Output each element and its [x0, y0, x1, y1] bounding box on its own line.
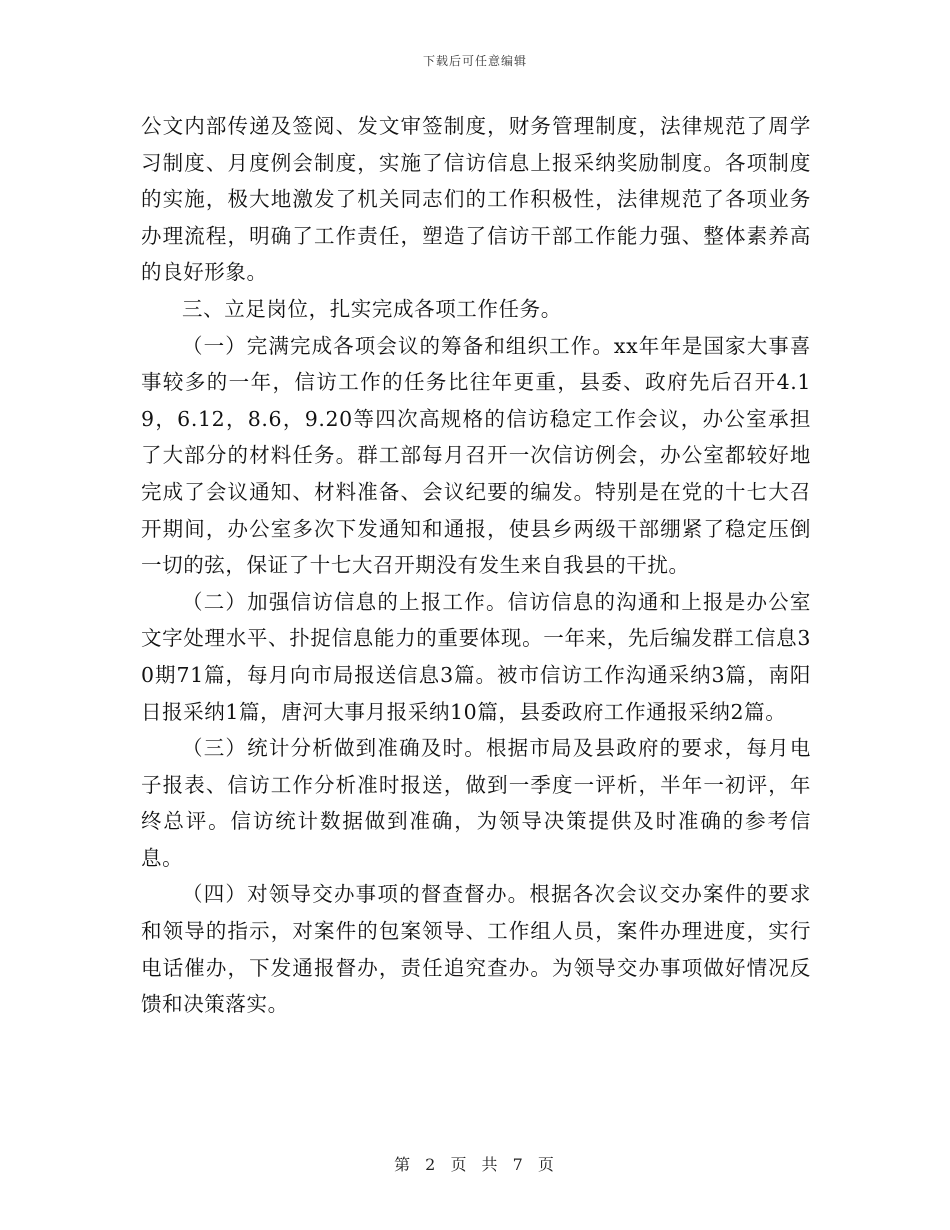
section-heading-three: 三、立足岗位，扎实完成各项工作任务。: [182, 296, 562, 321]
paragraph-continuation: 公文内部传递及签阅、发文审签制度，财务管理制度，法律规范了周学习制度、月度例会制度，实施了信访信息上报采纳奖励制度。各项制度的实施，极大地激发了机关同志们的工作积极性，法律规范了各项业务办理流程，明确了工作责任，塑造了信访干部工作能力强、整体素养高的良好形象。: [141, 114, 811, 285]
paragraph-item-one: （一）完满完成各项会议的筹备和组织工作。xx年年是国家大事喜事较多的一年，信访工作的任务比往年更重，县委、政府先后召开4.19，6.12，8.6，9.20等四次高规格的信访稳定工作会议，办公室承担了大部分的材料任务。群工部每月召开一次信访例会，办公室都较好地完成了会议通知、材料准备、会议纪要的编发。特别是在党的十七大召开期间，办公室多次下发通知和通报，使县乡两级干部绷紧了稳定压倒一切的弦，保证了十七大召开期没有发生来自我县的干扰。: [141, 333, 811, 578]
paragraph-item-two: （二）加强信访信息的上报工作。信访信息的沟通和上报是办公室文字处理水平、扑捉信息能力的重要体现。一年来，先后编发群工信息30期71篇，每月向市局报送信息3篇。被市信访工作沟通采纳3篇，南阳日报采纳1篇，唐河大事月报采纳10篇，县委政府工作通报采纳2篇。: [141, 589, 811, 724]
page-number-footer: 第 2 页 共 7 页: [394, 1155, 556, 1174]
paragraph-item-four: （四）对领导交办事项的督查督办。根据各次会议交办案件的要求和领导的指示，对案件的包案领导、工作组人员，案件办理进度，实行电话催办，下发通报督办，责任追究查办。为领导交办事项做好情况反馈和决策落实。: [141, 882, 811, 1017]
page-header-note: 下载后可任意编辑: [422, 54, 527, 68]
document-body: [141, 108, 811, 1023]
paragraph-item-three: （三）统计分析做到准确及时。根据市局及县政府的要求，每月电子报表、信访工作分析准时报送，做到一季度一评析，半年一初评，年终总评。信访统计数据做到准确，为领导决策提供及时准确的参考信息。: [141, 736, 811, 870]
